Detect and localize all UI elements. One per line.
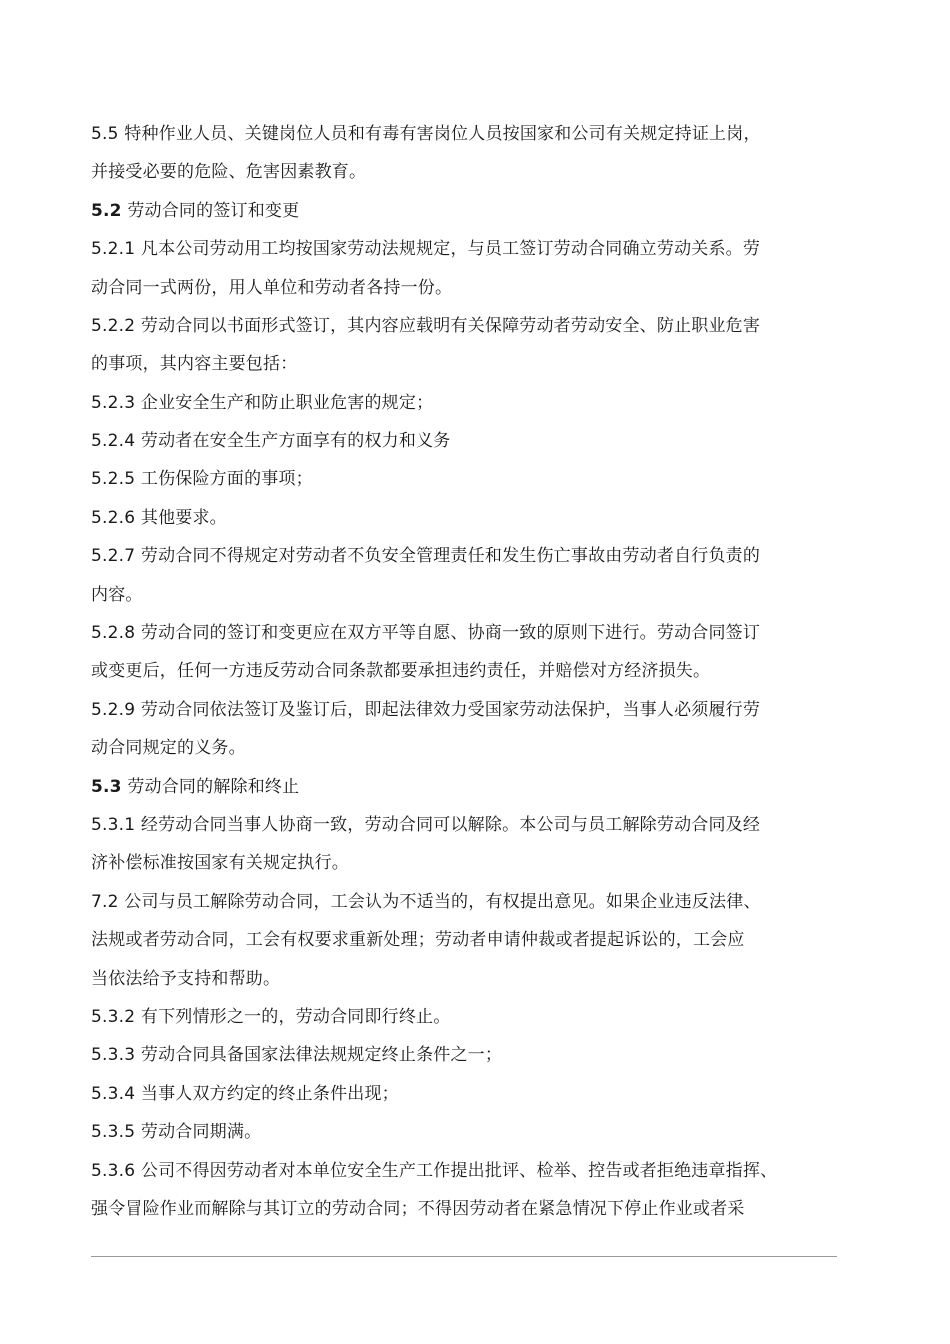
paragraph-7-2-line-3: 当依法给予支持和帮助。 <box>91 969 281 989</box>
section-heading-5-2: 5.2 劳动合同的签订和变更 <box>91 201 300 221</box>
paragraph-5-3-1-line-2: 济补偿标准按国家有关规定执行。 <box>91 853 349 873</box>
paragraph-5-2-7-line-2: 内容。 <box>91 585 143 605</box>
paragraph-5-5-line-1: 5.5 特种作业人员、关键岗位人员和有毒有害岗位人员按国家和公司有关规定持证上岗， <box>91 124 761 144</box>
paragraph-5-2-7-line-1: 5.2.7 劳动合同不得规定对劳动者不负安全管理责任和发生伤亡事故由劳动者自行负责的 <box>91 546 761 566</box>
paragraph-5-3-2: 5.3.2 有下列情形之一的，劳动合同即行终止。 <box>91 1007 451 1027</box>
paragraph-5-2-2-line-2: 的事项，其内容主要包括： <box>91 354 298 374</box>
paragraph-5-2-1-line-1: 5.2.1 凡本公司劳动用工均按国家劳动法规规定，与员工签订劳动合同确立劳动关系。劳 <box>91 239 761 259</box>
paragraph-7-2-line-2: 法规或者劳动合同，工会有权要求重新处理；劳动者申请仲裁或者提起诉讼的，工会应 <box>91 930 745 950</box>
section-heading-5-3: 5.3 劳动合同的解除和终止 <box>91 777 300 797</box>
paragraph-5-3-1-line-1: 5.3.1 经劳动合同当事人协商一致，劳动合同可以解除。本公司与员工解除劳动合同及经 <box>91 815 761 835</box>
footer-divider <box>91 1256 837 1257</box>
paragraph-5-2-4: 5.2.4 劳动者在安全生产方面享有的权力和义务 <box>91 431 451 451</box>
paragraph-5-3-5: 5.3.5 劳动合同期满。 <box>91 1122 262 1142</box>
paragraph-5-2-9-line-1: 5.2.9 劳动合同依法签订及鉴订后，即起法律效力受国家劳动法保护，当事人必须履行劳 <box>91 700 761 720</box>
paragraph-5-2-2-line-1: 5.2.2 劳动合同以书面形式签订，其内容应载明有关保障劳动者劳动安全、防止职业危害 <box>91 316 761 336</box>
paragraph-5-2-8-line-1: 5.2.8 劳动合同的签订和变更应在双方平等自愿、协商一致的原则下进行。劳动合同签订 <box>91 623 761 643</box>
paragraph-5-5-line-2: 并接受必要的危险、危害因素教育。 <box>91 162 367 182</box>
paragraph-5-2-9-line-2: 动合同规定的义务。 <box>91 738 246 758</box>
paragraph-5-2-6: 5.2.6 其他要求。 <box>91 508 227 528</box>
paragraph-5-3-6-line-1: 5.3.6 公司不得因劳动者对本单位安全生产工作提出批评、检举、控告或者拒绝违章指挥、 <box>91 1161 778 1181</box>
paragraph-5-2-8-line-2: 或变更后，任何一方违反劳动合同条款都要承担违约责任，并赔偿对方经济损失。 <box>91 661 711 681</box>
paragraph-5-3-4: 5.3.4 当事人双方约定的终止条件出现； <box>91 1084 399 1104</box>
paragraph-5-3-3: 5.3.3 劳动合同具备国家法律法规规定终止条件之一； <box>91 1045 503 1065</box>
paragraph-5-2-5: 5.2.5 工伤保险方面的事项； <box>91 469 313 489</box>
paragraph-5-2-3: 5.2.3 企业安全生产和防止职业危害的规定； <box>91 393 434 413</box>
paragraph-7-2-line-1: 7.2 公司与员工解除劳动合同，工会认为不适当的，有权提出意见。如果企业违反法律、 <box>91 892 761 912</box>
paragraph-5-3-6-line-2: 强令冒险作业而解除与其订立的劳动合同；不得因劳动者在紧急情况下停止作业或者采 <box>91 1199 745 1219</box>
paragraph-5-2-1-line-2: 动合同一式两份，用人单位和劳动者各持一份。 <box>91 278 453 298</box>
